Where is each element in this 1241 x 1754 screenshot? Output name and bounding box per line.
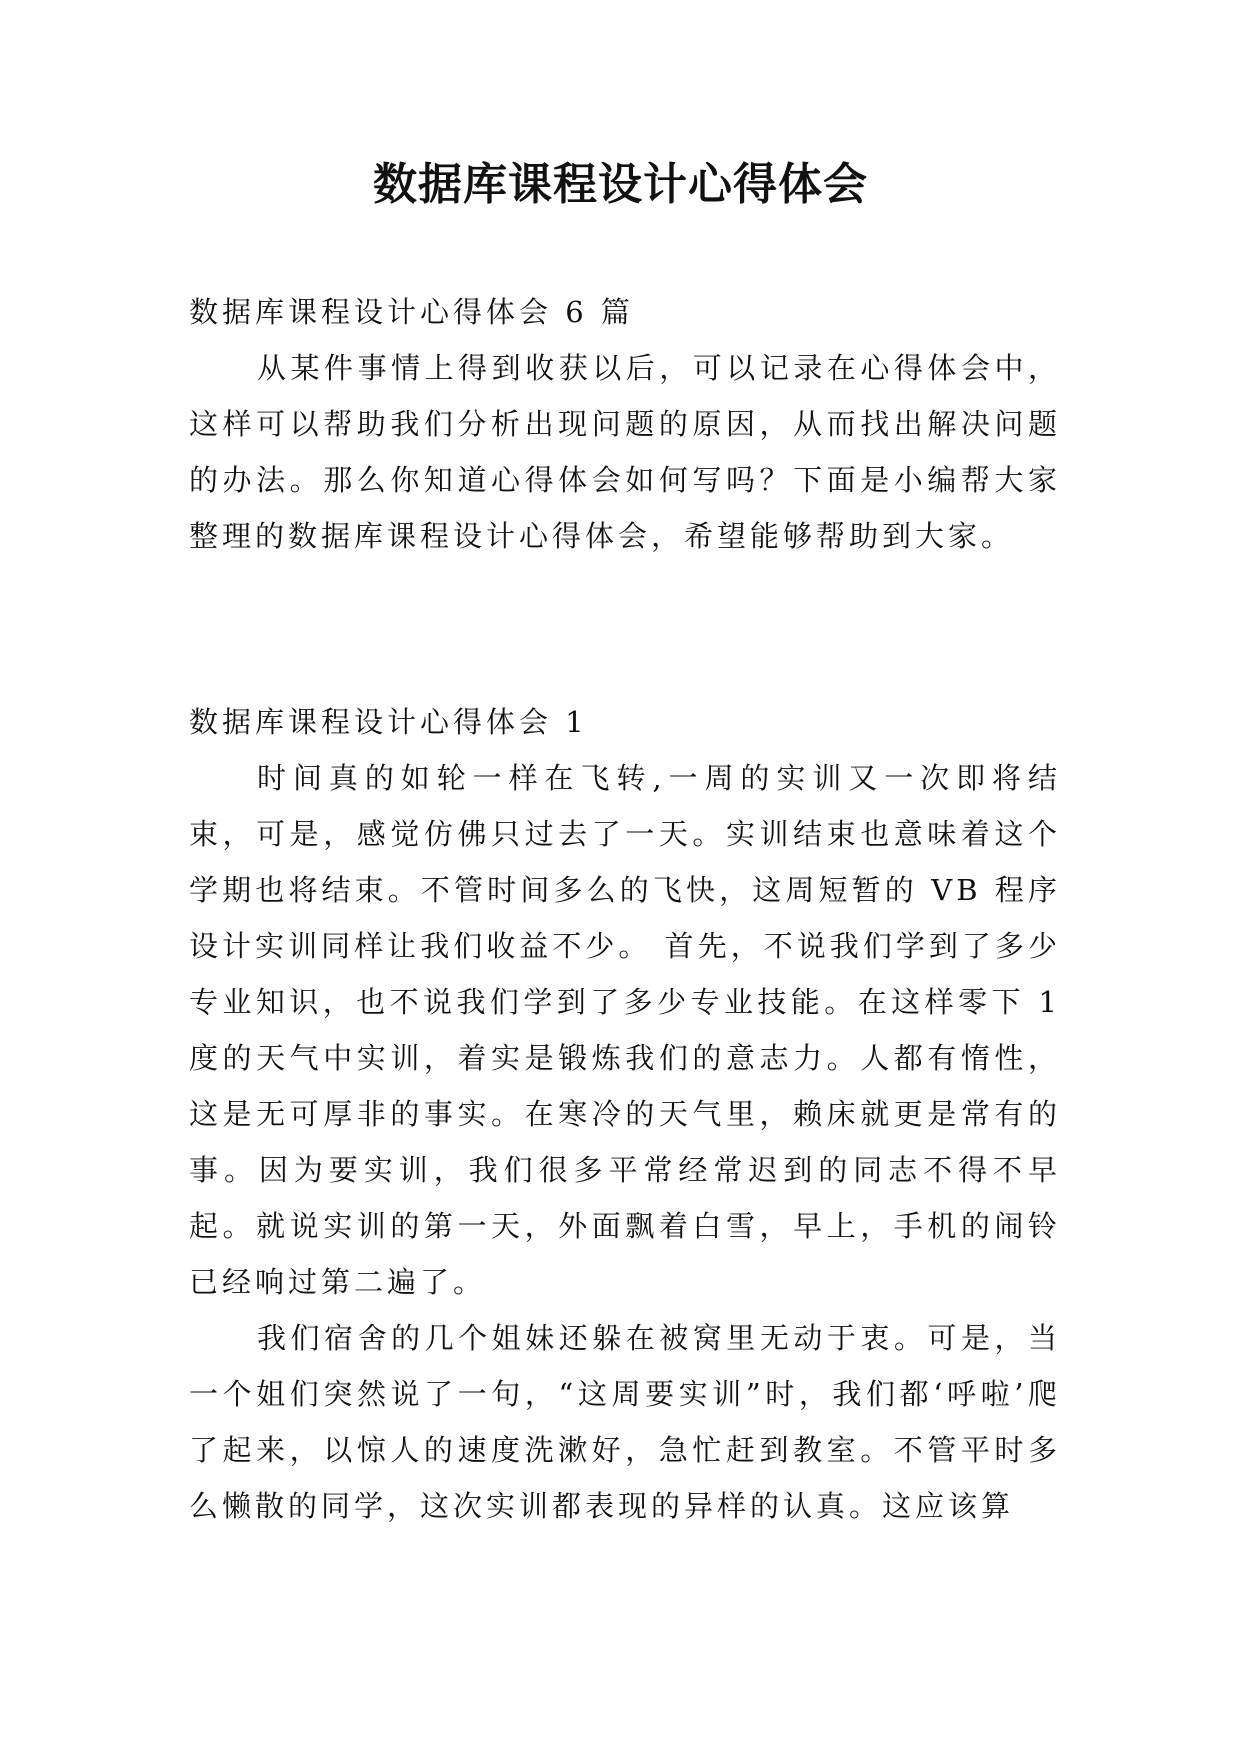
section-1 [189,694,1061,1534]
document-title: 数据库课程设计心得体会 [373,159,868,210]
intro-section [189,284,1061,564]
section-1-heading: 数据库课程设计心得体会 1 [189,705,588,739]
section-1-paragraph: 时间真的如轮一样在飞转,一周的实训又一次即将结束，可是，感觉仿佛只过去了一天。实训结束也意味着这个学期也将结束。不管时间多么的飞快，这周短暂的 VB 程序设计实训同样让我们收益不少。 首先，不说我们学到了多少专业知识，也不说我们学到了多少专业技能。在这样零下 1 度的天气中实训，着实是锻炼我们的意志力。人都有惰性，这是无可厚非的事实。在寒冷的天气里，赖床就更是常有的事。因为要实训，我们很多平常经常迟到的同志不得不早起。就说实训的第一天，外面飘着白雪，早上，手机的闹铃已经响过第二遍了。 [189,761,1061,1299]
intro-paragraph: 从某件事情上得到收获以后，可以记录在心得体会中，这样可以帮助我们分析出现问题的原因，从而找出解决问题的办法。那么你知道心得体会如何写吗？下面是小编帮大家整理的数据库课程设计心得体会，希望能够帮助到大家。 [189,351,1061,553]
intro-heading: 数据库课程设计心得体会 6 篇 [189,295,634,329]
section-1-paragraph: 我们宿舍的几个姐妹还躲在被窝里无动于衷。可是，当一个姐们突然说了一句，“这周要实训”时，我们都‘呼啦’爬了起来，以惊人的速度洗漱好，急忙赶到教室。不管平时多么懒散的同学，这次实训都表现的异样的认真。这应该算 [189,1321,1061,1523]
